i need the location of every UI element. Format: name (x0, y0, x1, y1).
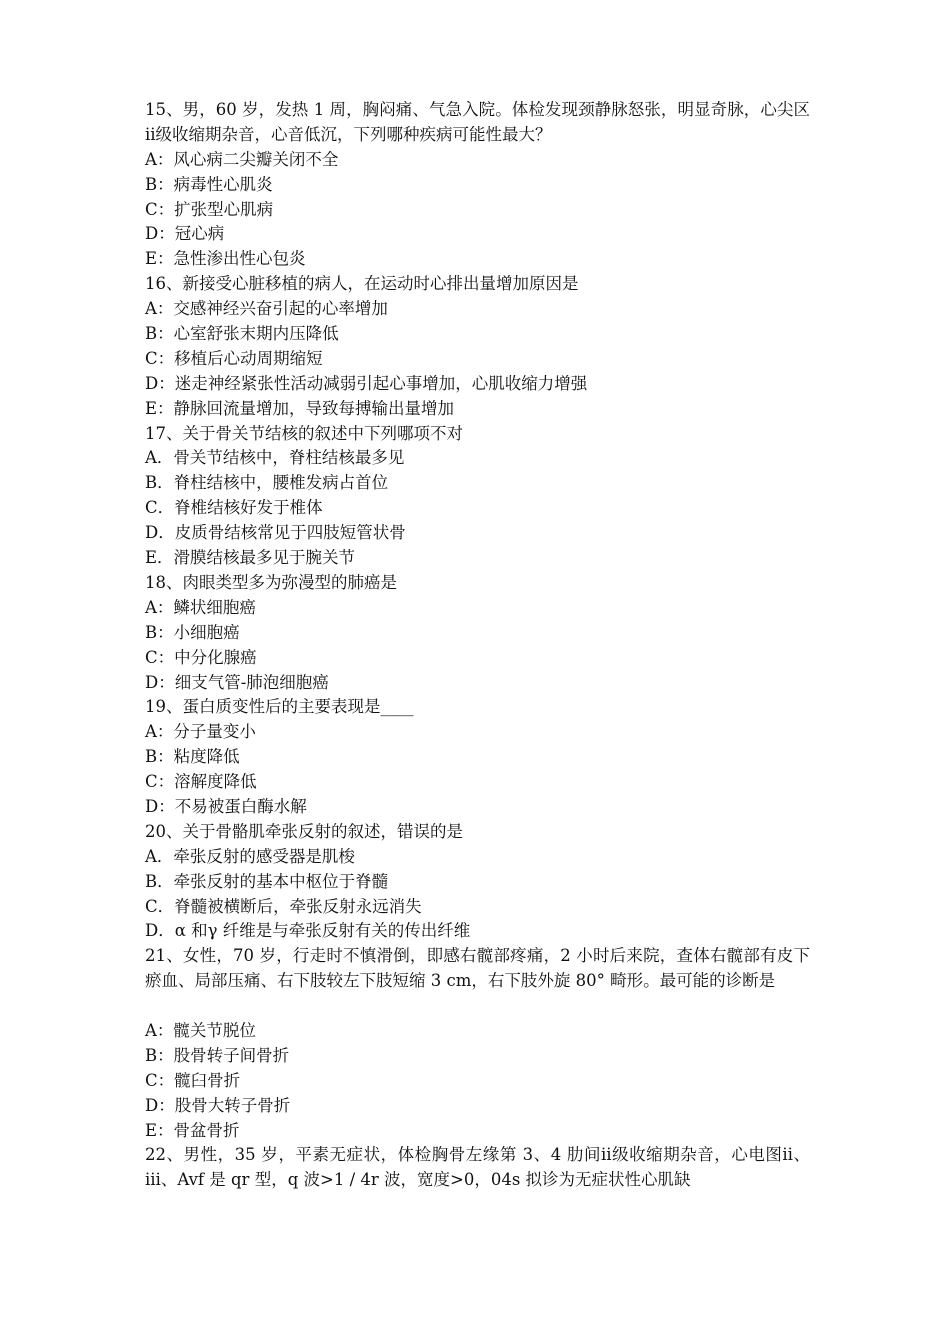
option-a: A：风心病二尖瓣关闭不全 (145, 149, 339, 169)
question-15 (145, 98, 810, 272)
option-a: A：鳞状细胞癌 (145, 597, 256, 617)
option-d: D：冠心病 (145, 224, 225, 244)
option-d: D：迷走神经紧张性活动减弱引起心事增加，心肌收缩力增强 (145, 373, 588, 393)
question-stem: 15、男，60 岁，发热 1 周，胸闷痛、气急入院。体检发现颈静脉怒张，明显奇脉，心尖区ⅱ级收缩期杂音，心音低沉，下列哪种疾病可能性最大？ (145, 100, 810, 144)
option-d: D：股骨大转子骨折 (145, 1095, 291, 1115)
option-d: D：细支气管-肺泡细胞癌 (145, 672, 329, 692)
option-a: A．牵张反射的感受器是肌梭 (145, 846, 355, 866)
question-stem: 21、女性，70 岁，行走时不慎滑倒，即感右髋部疼痛，2 小时后来院，查体右髋部有皮下瘀血、局部压痛、右下肢较左下肢短缩 3 cm，右下肢外旋 80° 畸形。最可能的诊断是 (145, 946, 810, 991)
question-stem: 19、蛋白质变性后的主要表现是____ (145, 697, 414, 717)
question-stem: 16、新接受心脏移植的病人，在运动时心排出量增加原因是 (145, 274, 579, 294)
question-19 (145, 695, 810, 819)
question-16 (145, 272, 810, 421)
option-a: A：髋关节脱位 (145, 1020, 256, 1040)
option-b: B．牵张反射的基本中枢位于脊髓 (145, 871, 389, 891)
option-a: A：交感神经兴奋引起的心率增加 (145, 299, 388, 319)
option-e: E．滑膜结核最多见于腕关节 (145, 548, 356, 568)
question-list (145, 98, 810, 1193)
question-stem: 22、男性，35 岁，平素无症状，体检胸骨左缘第 3、4 肋间ⅱ级收缩期杂音，心电图ⅱ、ⅲ、Avf 是 qr 型，q 波>1 / 4r 波，宽度>0，04s 拟诊为无症状性心肌缺 (145, 1145, 810, 1190)
option-e: E：骨盆骨折 (145, 1120, 240, 1140)
option-c: C：移植后心动周期缩短 (145, 348, 323, 368)
option-e: E：急性渗出性心包炎 (145, 249, 306, 269)
question-18 (145, 571, 810, 695)
question-17 (145, 422, 810, 571)
option-d: D．α 和γ 纤维是与牵张反射有关的传出纤维 (145, 921, 471, 941)
question-stem: 17、关于骨关节结核的叙述中下列哪项不对 (145, 423, 463, 443)
option-d: D．皮质骨结核常见于四肢短管状骨 (145, 523, 406, 543)
question-22 (145, 1143, 810, 1193)
option-b: B：粘度降低 (145, 747, 240, 767)
question-stem: 18、肉眼类型多为弥漫型的肺癌是 (145, 572, 397, 592)
option-b: B．脊柱结核中，腰椎发病占首位 (145, 473, 389, 493)
option-e: E：静脉回流量增加，导致每搏输出量增加 (145, 398, 455, 418)
option-c: C：髋臼骨折 (145, 1070, 241, 1090)
option-c: C．脊椎结核好发于椎体 (145, 498, 323, 518)
option-c: C：扩张型心肌病 (145, 199, 274, 219)
question-21 (145, 944, 810, 1143)
option-a: A．骨关节结核中，脊柱结核最多见 (145, 448, 405, 468)
option-c: C．脊髓被横断后，牵张反射永远消失 (145, 896, 422, 916)
option-c: C：中分化腺癌 (145, 647, 257, 667)
option-b: B：病毒性心肌炎 (145, 174, 273, 194)
option-b: B：小细胞癌 (145, 622, 240, 642)
option-b: B：心室舒张末期内压降低 (145, 324, 339, 344)
option-b: B：股骨转子间骨折 (145, 1045, 290, 1065)
question-20 (145, 820, 810, 944)
question-stem: 20、关于骨骼肌牵张反射的叙述，错误的是 (145, 821, 463, 841)
option-a: A：分子量变小 (145, 722, 256, 742)
option-d: D：不易被蛋白酶水解 (145, 796, 307, 816)
option-c: C：溶解度降低 (145, 772, 257, 792)
